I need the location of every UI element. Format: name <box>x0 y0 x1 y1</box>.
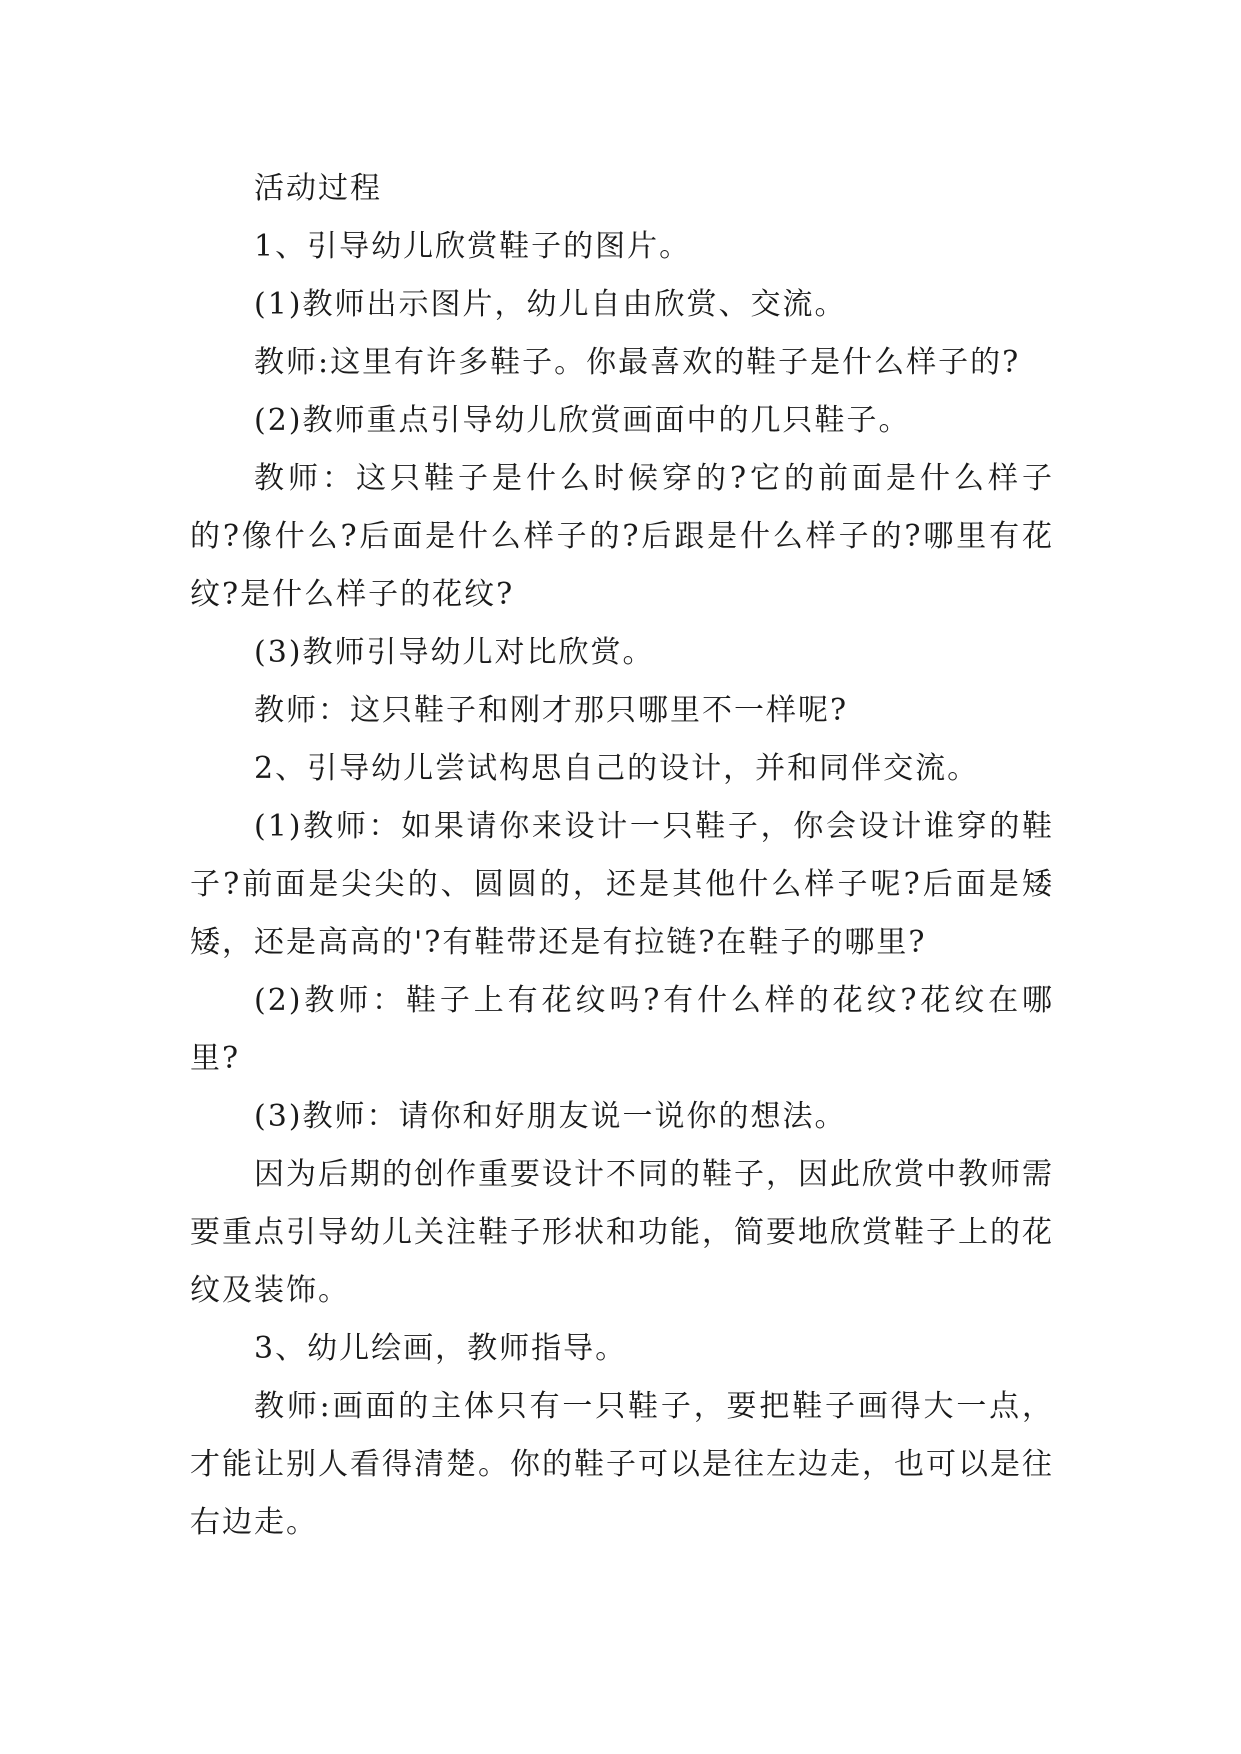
paragraph: (3)教师：请你和好朋友说一说你的想法。 <box>254 1099 847 1134</box>
document-body <box>190 160 1054 1552</box>
paragraph: 因为后期的创作重要设计不同的鞋子，因此欣赏中教师需要重点引导幼儿关注鞋子形状和功能，简要地欣赏鞋子上的花纹及装饰。 <box>190 1157 1054 1308</box>
paragraph: 教师：这只鞋子是什么时候穿的?它的前面是什么样子的?像什么?后面是什么样子的?后跟是什么样子的?哪里有花纹?是什么样子的花纹? <box>190 461 1054 612</box>
paragraph: (1)教师：如果请你来设计一只鞋子，你会设计谁穿的鞋子?前面是尖尖的、圆圆的，还是其他什么样子呢?后面是矮矮，还是高高的'?有鞋带还是有拉链?在鞋子的哪里? <box>190 809 1054 960</box>
paragraph: 教师:画面的主体只有一只鞋子，要把鞋子画得大一点，才能让别人看得清楚。你的鞋子可以是往左边走，也可以是往右边走。 <box>190 1389 1054 1540</box>
paragraph: (2)教师重点引导幼儿欣赏画面中的几只鞋子。 <box>254 403 911 438</box>
step-1-heading: 1、引导幼儿欣赏鞋子的图片。 <box>254 229 692 264</box>
section-heading: 活动过程 <box>254 171 382 206</box>
paragraph: (2)教师：鞋子上有花纹吗?有什么样的花纹?花纹在哪里? <box>190 983 1054 1076</box>
step-3-heading: 3、幼儿绘画，教师指导。 <box>254 1331 628 1366</box>
paragraph: 教师:这里有许多鞋子。你最喜欢的鞋子是什么样子的? <box>254 345 1021 380</box>
step-2-heading: 2、引导幼儿尝试构思自己的设计，并和同伴交流。 <box>254 751 980 786</box>
paragraph: (1)教师出示图片，幼儿自由欣赏、交流。 <box>254 287 847 322</box>
paragraph: (3)教师引导幼儿对比欣赏。 <box>254 635 655 670</box>
paragraph: 教师：这只鞋子和刚才那只哪里不一样呢? <box>254 693 849 728</box>
